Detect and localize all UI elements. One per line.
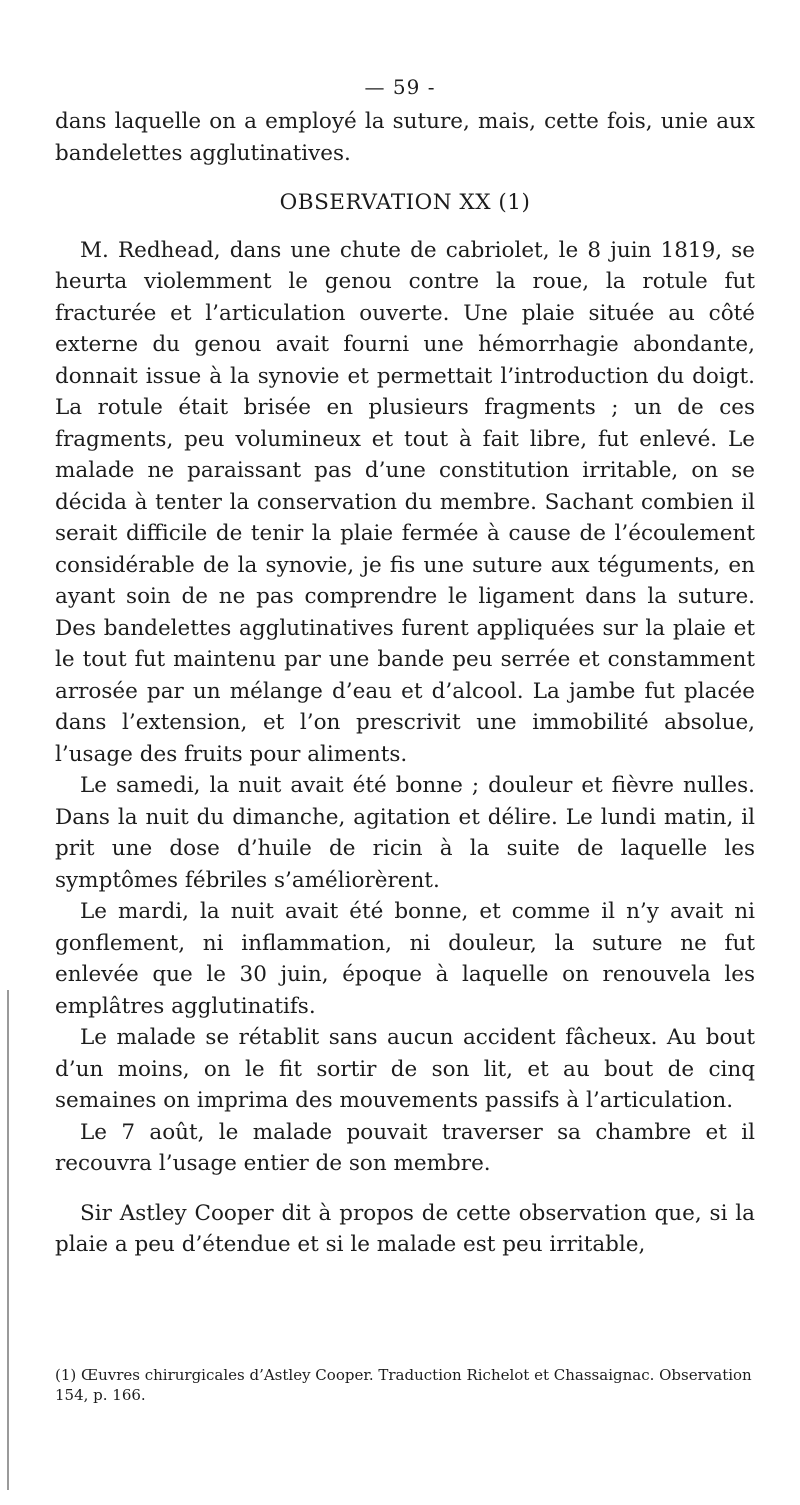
body-text — [55, 106, 755, 1261]
paragraph-1: M. Redhead, dans une chute de cabriolet, le 8 juin 1819, se heurta violemment le genou contre la roue, la rotule fut fracturée et l’articulation ouverte. Une plaie située au côté externe du genou avait fourni une hémorrhagie abondante, donnait issue à la synovie et permettait l’introduction du doigt. La rotule était brisée en plusieurs fragments ; un de ces fragments, peu volumineux et tout à fait libre, fut enlevé. Le malade ne paraissant pas d’une constitution irritable, on se décida à tenter la conservation du membre. Sachant combien il serait difficile de tenir la plaie fermée à cause de l’écoulement considérable de la synovie, je fis une suture aux téguments, en ayant soin de ne pas comprendre le ligament dans la suture. Des bandelettes agglutinatives furent appliquées sur la plaie et le tout fut maintenu par une bande peu serrée et constamment arrosée par un mélange d’eau et d’alcool. La jambe fut placée dans l’extension, et l’on prescrivit une immobilité absolue, l’usage des fruits pour aliments. — [55, 237, 755, 767]
paragraph-2: Le samedi, la nuit avait été bonne ; douleur et fièvre nulles. Dans la nuit du dimanche, agitation et délire. Le lundi matin, il prit une dose d’huile de ricin à la suite de laquelle les symptômes fébriles s’améliorèrent. — [55, 773, 755, 893]
intro-paragraph: dans laquelle on a employé la suture, mais, cette fois, unie aux bandelettes agglutinatives. — [55, 109, 755, 166]
observation-heading: OBSERVATION XX (1) — [279, 190, 531, 215]
paragraph-gap — [55, 1180, 755, 1198]
footnote: (1) Œuvres chirurgicales d’Astley Cooper. Traduction Richelot et Chassaignac. Observation 154, p. 166. — [55, 1366, 752, 1404]
paragraph-4: Le malade se rétablit sans aucun accident fâcheux. Au bout d’un moins, on le fit sortir de son lit, et au bout de cinq semaines on imprima des mouvements passifs à l’articulation. — [55, 1025, 755, 1113]
page-edge-line — [7, 990, 9, 1490]
paragraph-5: Le 7 août, le malade pouvait traverser sa chambre et il recouvra l’usage entier de son membre. — [55, 1119, 755, 1176]
paragraph-3: Le mardi, la nuit avait été bonne, et comme il n’y avait ni gonflement, ni inflammation, ni douleur, la suture ne fut enlevée que le 30 juin, époque à laquelle on renouvela les emplâtres agglutinatifs. — [55, 899, 755, 1019]
closing-paragraph: Sir Astley Cooper dit à propos de cette observation que, si la plaie a peu d’étendue et si le malade est peu irritable, — [55, 1200, 755, 1257]
page-number: — 59 - — [364, 75, 436, 99]
